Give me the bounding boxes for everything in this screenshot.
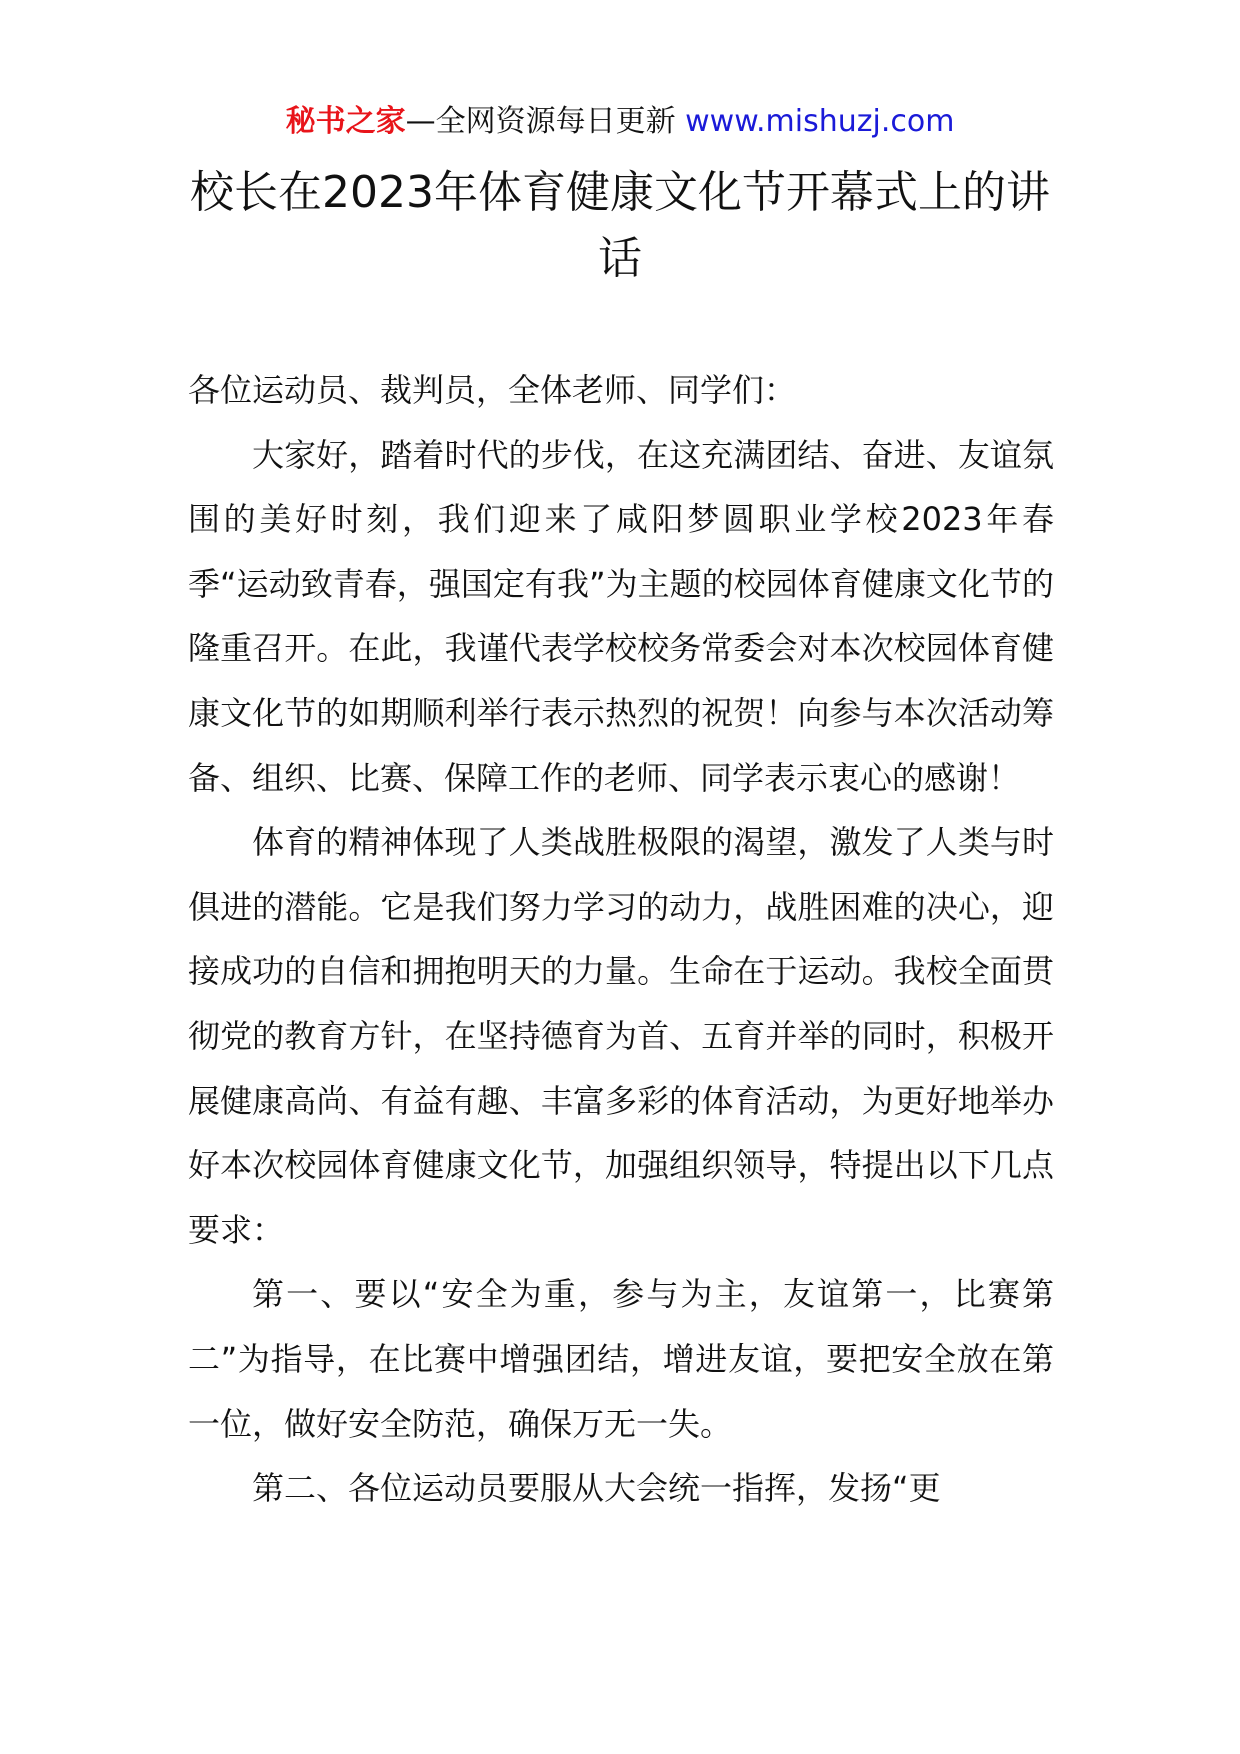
document-title: 校长在2023年体育健康文化节开幕式上的讲话 — [190, 167, 1050, 284]
paragraph-requirement-2: 第二、各位运动员要服从大会统一指挥，发扬“更 — [252, 1469, 941, 1508]
document-body — [188, 358, 1054, 1521]
paragraph-sports-spirit: 体育的精神体现了人类战胜极限的渴望，激发了人类与时俱进的潜能。它是我们努力学习的动力，战胜困难的决心，迎接成功的自信和拥抱明天的力量。生命在于运动。我校全面贯彻党的教育方针，在坚持德育为首、五育并举的同时，积极开展健康高尚、有益有趣、丰富多彩的体育活动，为更好地举办好本次校园体育健康文化节，加强组织领导，特提出以下几点要求： — [188, 823, 1054, 1249]
paragraph-requirement-1: 第一、要以“安全为重，参与为主，友谊第一，比赛第二”为指导，在比赛中增强团结，增进友谊，要把安全放在第一位，做好安全防范，确保万无一失。 — [188, 1275, 1054, 1443]
watermark-header — [0, 100, 1240, 144]
salutation: 各位运动员、裁判员，全体老师、同学们： — [188, 371, 797, 409]
paragraph-greeting: 大家好，踏着时代的步伐，在这充满团结、奋进、友谊氛围的美好时刻，我们迎来了咸阳梦圆职业学校2023年春季“运动致青春，强国定有我”为主题的校园体育健康文化节的隆重召开。在此，我谨代表学校校务常委会对本次校园体育健康文化节的如期顺利举行表示热烈的祝贺！向参与本次活动筹备、组织、比赛、保障工作的老师、同学表示衷心的感谢！ — [188, 435, 1054, 797]
header-slogan: —全网资源每日更新 — [405, 104, 686, 139]
header-url-link[interactable]: www.mishuzj.com — [685, 104, 955, 139]
header-brand: 秘书之家 — [285, 104, 406, 139]
